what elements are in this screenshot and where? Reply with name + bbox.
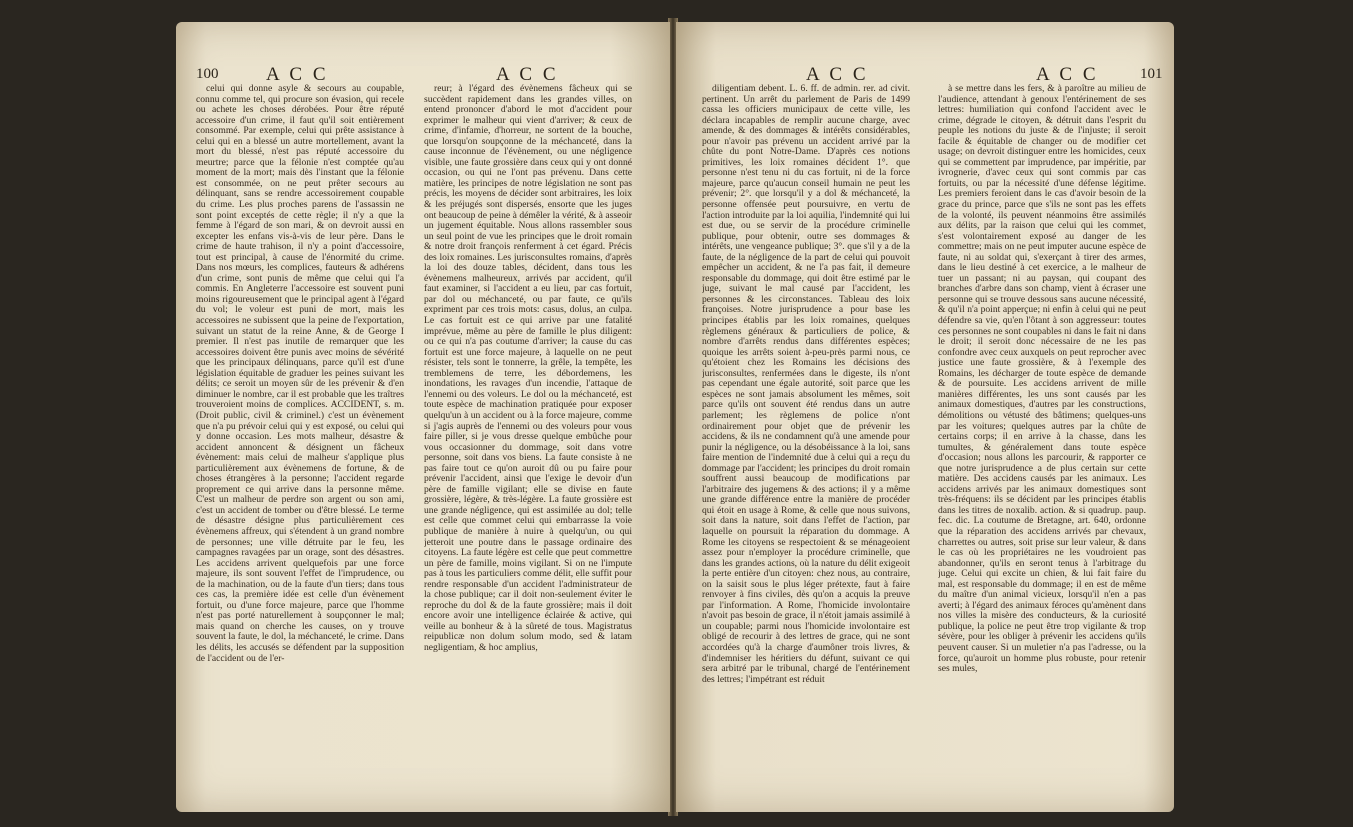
right-page-number: 101 [1140, 66, 1163, 82]
left-page [176, 22, 670, 812]
text-block: reur; à l'égard des évènemens fâcheux qui se succèdent rapidement dans les grandes villes, on entend prononcer d'abord le mot d'accident pour exprimer le malheur qui vient d'arriver; & ceux de crime, d'infamie, d'horreur, ne sortent de la bouche, que lorsqu'on soupçonne de la méchanceté, dans la cause inconnue de l'évènement, ou une négligence visible, une faute grossière dans ceux qui y ont donné occasion, ou qui ne l'ont pas prévenu. Dans cette matière, les principes de notre législation ne sont pas précis, les moyens de décider sont arbitraires, les loix & les préjugés sont dispersés, ensorte que les juges ont beaucoup de peine à démêler la vérité, & à asseoir un jugement équitable. Nous allons rassembler sous un seul point de vue les principes que le droit romain & notre droit françois renferment à cet égard. Précis des loix romaines. Les jurisconsultes romains, d'après la loi des douze tables, décident, dans tous les évènemens malheureux, arrivés par accident, qu'il faut examiner, si l'accident a eu lieu, par cas fortuit, par dol ou méchanceté, ou par faute, ce qu'ils expriment par ces trois mots: casus, dolus, an culpa. Le cas fortuit est ce qui arrive par une fatalité imprévue, même au père de famille le plus diligent: ou ce qui n'a pas coutume d'arriver; la cause du cas fortuit est une force majeure, à laquelle on ne peut résister, tels sont le tonnerre, la grêle, la tempête, les tremblemens de terre, les débordemens, les inondations, les ravages d'un incendie, l'attaque de l'ennemi ou des voleurs. Le dol ou la méchanceté, est toute espèce de machination pratiquée pour exposer quelqu'un à un accident ou à la force majeure, comme si j'agis auprès de l'ennemi ou des voleurs pour vous faire piller, si je vous dresse quelque embûche pour vous occasionner du dommage, soit dans votre personne, soit dans vos biens. La faute consiste à ne pas faire tout ce qu'on auroit dû ou pu faire pour prévenir l'accident, ainsi que l'exige le devoir d'un père de famille vigilant; elle se divise en faute grossière, légère, & très-légère. La faute grossière est une grande négligence, qui est assimilée au dol; telle est celle que commet celui qui embarrasse la voie publique de manière à nuire à quelqu'un, ou qui jetteroit une poutre dans le passage ordinaire des citoyens. La faute légère est celle que peut commettre un père de famille, moins vigilant. Si on ne l'impute pas à tous les particuliers comme délit, elle suffit pour rendre responsable d'un accident l'administrateur de la chose publique; car il doit non-seulement éviter le reproche du dol & de la faute grossière; mais il doit encore avoir une intelligence éclairée & active, qui veille au bonheur & à la sûreté de tous. Magistratus reipublicæ non dolum solum modo, sed & latam negligentiam, & hoc amplius, [424, 84, 632, 653]
text-block: diligentiam debent. L. 6. ff. de admin. rer. ad civit. pertinent. Un arrêt du parlement de Paris de 1499 cassa les officiers municipaux de cette ville, les déclara incapables de remplir aucune charge, avec amende, & des dommages & intérêts considérables, pour n'avoir pas prévenu un accident arrivé par la chûte du pont Notre-Dame. D'après ces notions primitives, les loix romaines décident 1°. que personne n'est tenu ni du cas fortuit, ni de la force majeure, parce qu'aucun conseil humain ne peut les prévenir; 2°. que lorsqu'il y a dol & méchanceté, la personne offensée peut poursuivre, en vertu de l'action introduite par la loi aquilia, l'indemnité qui lui est due, ou se servir de la procédure criminelle publique, pour obtenir, outre ses dommages & intérêts, une vengeance publique; 3°. que s'il y a de la faute, de la négligence de la part de celui qui pouvoit empêcher un accident, & ne l'a pas fait, il demeure responsable du dommage, qui doit être estimé par le juge, suivant le mal causé par l'accident, les personnes & les circonstances. Tableau des loix françoises. Notre jurisprudence a pour base les principes établis par les loix romaines, quelques règlemens généraux & particuliers de police, & nombre d'arrêts rendus dans différentes espèces; quoique les arrêts soient à-peu-près parmi nous, ce qu'étoient chez les Romains les décisions des jurisconsultes, renfermées dans le digeste, ils n'ont pas cependant une égale autorité, soit parce que les espèces ne sont jamais absolument les mêmes, soit parce qu'ils ont souvent été rendus dans un autre parlement; les règlemens de police n'ont ordinairement pour objet que de prévenir les accidens, & ils ne condamnent qu'à une amende pour punir la négligence, ou la désobéissance à la loi, sans faire mention de l'indemnité due à celui qui a reçu du dommage par l'accident; les principes du droit romain souffrent aussi beaucoup de modifications par l'arbitraire des jugemens & des actions; il y a même une grande différence entre la manière de procéder qui étoit en usage à Rome, & celle que nous suivons, soit dans la nature, soit dans l'effet de l'action, par laquelle on poursuit la réparation du dommage. A Rome les citoyens se respectoient & se ménageoient assez pour n'employer la procédure criminelle, que dans les grandes actions, où la nature du délit exigeoit la perte entière d'un citoyen: chez nous, au contraire, on la saisit sous le plus léger prétexte, faut à faire renvoyer à fins civiles, dès qu'on a acquis la preuve par l'information. A Rome, l'homicide involontaire n'avoit pas besoin de grace, il n'étoit jamais assimilé à un coupable; parmi nous l'homicide involontaire est obligé de recourir à des lettres de grace, qui ne sont accordées qu'à la charge d'aumôner trois livres, & d'indemniser les héritiers du défunt, suivant ce qui sera arbitré par le tribunal, chargé de l'entérinement des lettres; l'impétrant est réduit [702, 84, 910, 685]
left-column-2 [424, 84, 632, 812]
right-column-2 [938, 84, 1146, 812]
right-column-1 [702, 84, 910, 812]
text-block: celui qui donne asyle & secours au coupable, connu comme tel, qui procure son évasion, qui recele ou achete les choses dérobées. Pour être réputé accessoire d'un crime, il faut qu'il soit entièrement consommé. Par exemple, celui qui prête assistance à celui qui en a blessé un autre mortellement, avant la mort du blessé, n'est pas réputé accessoire du meurtre; parce que la félonie n'est comptée qu'au moment de la mort; mais dès l'instant que la félonie est consommée, on ne peut prêter secours au délinquant, sans se rendre accessoirement coupable du crime. Les plus proches parens de l'assassin ne sont point exceptés de cette règle; il n'y a que la femme à l'égard de son mari, & on devroit aussi en excepter les enfans vis-à-vis de leur père. Dans le crime de haute trahison, il n'y a point d'accessoire, tout est principal, à cause de l'énormité du crime. Dans nos mœurs, les complices, fauteurs & adhérens d'un crime, sont punis de même que celui qui l'a commis. En Angleterre l'accessoire est souvent puni moins rigoureusement que le principal agent à l'égard du vol; le voleur est puni de mort, mais les accessoires ne subissent que la peine de l'exportation, suivant un statut de la reine Anne, & de George I premier. Il n'est pas inutile de remarquer que les accessoires doivent être punis avec moins de sévérité que les principaux délinquans, parce qu'il est d'une législation équitable de graduer les peines suivant les délits; ce seroit un moyen sûr de les prévenir & d'en diminuer le nombre, car il est probable que les traîtres trouveroient moins de complices. ACCIDENT, s. m. (Droit public, civil & criminel.) c'est un évènement que n'a pu prévoir celui qui y est exposé, ou celui qui y donne occasion. Les mots malheur, désastre & accident annoncent & désignent un fâcheux évènement: mais celui de malheur s'applique plus particulièrement aux évènemens de fortune, & de choses étrangères à la personne; l'accident regarde proprement ce qui arrive dans la personne même. C'est un malheur de perdre son argent ou son ami, c'est un accident de tomber ou d'être blessé. Le terme de désastre désigne plus particulièrement ces évènemens affreux, qui s'étendent à un grand nombre de personnes; une ville détruite par le feu, les campagnes ravagées par un orage, sont des désastres. Les accidens arrivent quelquefois par une force majeure, ils sont souvent l'effet de l'imprudence, ou de la machination, ou de la faute d'un tiers; dans tous ces cas, la première idée est celle d'un évènement fortuit, ou d'une force majeure, parce que l'homme n'est pas porté naturellement à soupçonner le mal; mais quand on cherche les causes, on y trouve souvent la faute, le dol, la méchanceté, le crime. Dans les délits, les accusés se défendent par la supposition de l'accident ou de l'er- [196, 84, 404, 664]
left-page-number: 100 [196, 66, 219, 82]
text-block: à se mettre dans les fers, & à paroître au milieu de l'audience, attendant à genoux l'entérinement de ses lettres: humiliation qui confond l'accident avec le crime, dégrade le citoyen, & détruit dans l'esprit du peuple les notions du juste & de l'injuste; il seroit facile & équitable de changer ou de modifier cet usage; on devroit distinguer entre les homicides, ceux qui se commettent par imprudence, par impéritie, par ivrognerie, d'avec ceux qui sont commis par cas fortuits, ou par la nécessité d'une défense légitime. Les premiers feroient dans le cas d'avoir besoin de la grace du prince, parce que s'ils ne sont pas les effets de la volonté, ils peuvent néanmoins être assimilés aux délits, par la raison que celui qui les commet, s'est volontairement exposé au danger de les commettre; mais on ne peut imputer aucune espèce de faute, ni au soldat qui, s'exerçant à tirer des armes, dans le lieu destiné à cet exercice, a le malheur de tuer un passant; ni au paysan, qui coupant des branches d'arbre dans son champ, vient à écraser une personne qui se trouve dessous sans aucune nécessité, & qu'il n'a point apperçue; ni enfin à celui qui ne peut défendre sa vie, qu'en l'ôtant à son aggresseur: toutes ces personnes ne sont coupables ni dans le fait ni dans le droit; il seroit donc nécessaire de ne les pas confondre avec ceux auxquels on peut reprocher avec justice une faute grossière, & à l'exemple des Romains, les décharger de toute espèce de demande & de poursuite. Les accidens arrivent de mille manières différentes, les uns sont causés par les animaux domestiques, d'autres par les constructions, démolitions ou vétusté des bâtimens; quelques-uns par les voitures; quelques autres par la chûte de certains corps; il en arrive à la chasse, dans les tumultes, & généralement dans toute espèce d'occasion; nous allons les parcourir, & rapporter ce que notre jurisprudence a de plus certain sur cette matière. Des accidens causés par les animaux. Les accidens arrivés par les animaux domestiques sont très-fréquens: ils se décident par les principes établis dans les titres de noxalib. action. & si quadrup. paup. fec. dic. La coutume de Bretagne, art. 640, ordonne que la réparation des accidens arrivés par chevaux, charrettes ou autres, soit prise sur leur valeur, & dans le cas où les propriétaires ne les voudroient pas abandonner, qu'ils en seront tenus à l'arbitrage du juge. Celui qui excite un chien, & lui fait faire du mal, est responsable du dommage; il en est de même du maître d'un animal vicieux, lorsqu'il n'en a pas averti; à l'égard des animaux féroces qu'amènent dans nos villes la misère des conducteurs, & la curiosité publique, la police ne peut être trop vigilante & trop sévère, pour les obliger à prévenir les accidens qu'ils peuvent causer. Si un muletier n'a pas l'adresse, ou la force, qu'auroit un homme plus robuste, pour retenir ses mules, [938, 84, 1146, 675]
left-running-head-1: A C C [266, 64, 329, 85]
left-column-1 [196, 84, 404, 812]
right-page [676, 22, 1174, 812]
right-running-head-1: A C C [806, 64, 869, 85]
left-running-head-2: A C C [496, 64, 559, 85]
right-running-head-2: A C C [1036, 64, 1099, 85]
